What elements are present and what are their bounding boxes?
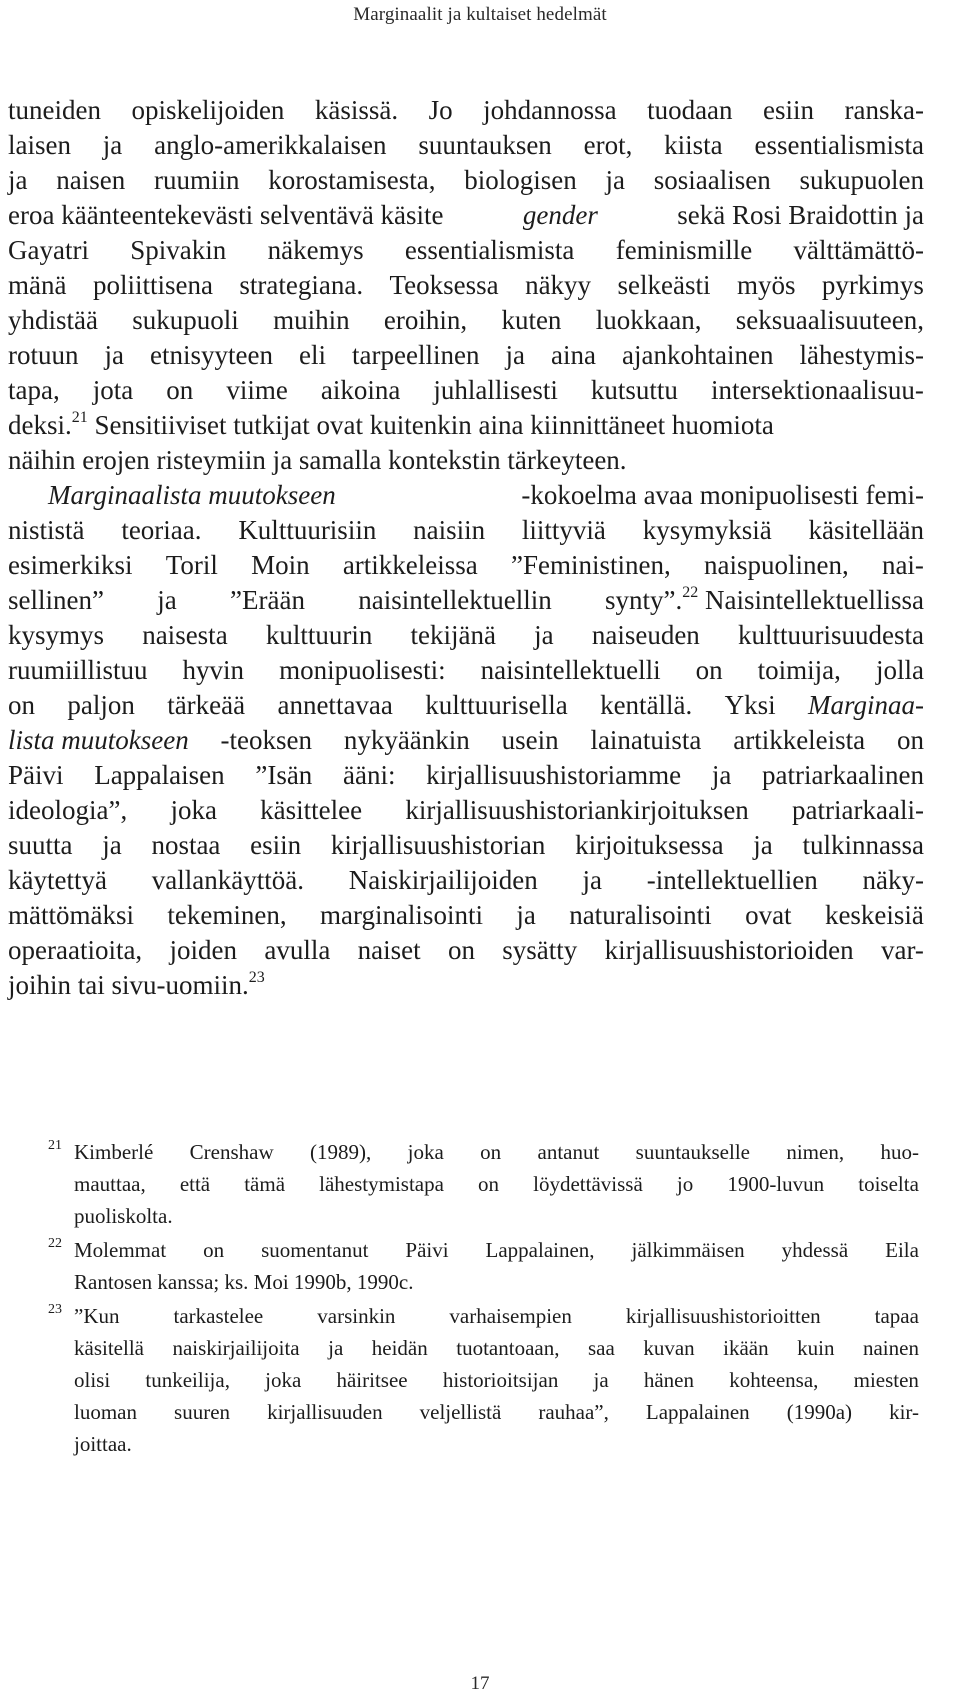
- word: Lappalaisen: [94, 760, 225, 790]
- text-line: [8, 758, 924, 793]
- text-line: [8, 513, 924, 548]
- footnote-ref: 21: [71, 409, 88, 426]
- word: teoriaa.: [121, 515, 202, 545]
- word: tapa,: [8, 375, 60, 405]
- word: kysymys: [8, 620, 105, 650]
- word: joka: [265, 1368, 302, 1392]
- word: ja: [505, 340, 525, 370]
- text-segment: -kokoelma avaa monipuolisesti femi-: [521, 480, 924, 510]
- word: ja: [711, 760, 732, 790]
- word: toiselta: [858, 1172, 919, 1196]
- word: muihin: [273, 305, 350, 335]
- word: naiseuden: [591, 620, 700, 650]
- word: essentialismista: [404, 235, 575, 265]
- word: nimen,: [786, 1140, 845, 1164]
- word: häiritsee: [336, 1368, 408, 1392]
- word: paljon: [67, 690, 135, 720]
- word: Spivakin: [130, 235, 227, 265]
- footnote-21: [48, 1136, 919, 1232]
- word: nai-: [881, 550, 924, 580]
- word: erot,: [583, 130, 633, 160]
- word: strategiana.: [239, 270, 364, 300]
- word: marginalisointi: [319, 900, 483, 930]
- word: naispuolinen,: [703, 550, 849, 580]
- word: yhdistää: [8, 305, 98, 335]
- text-line: [8, 163, 924, 198]
- word: ja: [328, 1336, 344, 1360]
- word: viime: [226, 375, 288, 405]
- text-line: [8, 268, 924, 303]
- word: naisintellektuelli: [480, 655, 661, 685]
- text-line: [8, 338, 924, 373]
- footnote-ref-wrap: synty”.$^{22}$ Naisintellektuellissa: [605, 584, 924, 615]
- footnote-line: [48, 1332, 919, 1364]
- word: Päivi: [405, 1238, 449, 1262]
- text-segment: deksi.: [8, 410, 72, 440]
- word: historioitsijan: [442, 1368, 559, 1392]
- text-line: [8, 688, 924, 723]
- word: kuten: [501, 305, 562, 335]
- word: varhaisempien: [449, 1304, 572, 1328]
- word: rauhaa”,: [538, 1400, 609, 1424]
- word: Eila: [885, 1238, 919, 1262]
- word: kirjallisuuden: [267, 1400, 383, 1424]
- word: naiset: [357, 935, 421, 965]
- word: veljellistä: [419, 1400, 502, 1424]
- word: Kimberlé: [74, 1140, 154, 1164]
- text-line: [8, 653, 924, 688]
- word: Molemmat: [74, 1238, 167, 1262]
- word: ja: [157, 585, 177, 615]
- word: sysätty: [502, 935, 578, 965]
- word: suuntaukselle: [635, 1140, 750, 1164]
- word: ruumiin: [153, 165, 240, 195]
- text-line: [8, 233, 924, 268]
- word: luokkaan,: [595, 305, 702, 335]
- text-segment: näihin erojen risteymiin ja samalla kontekstin tärkeyteen.: [8, 445, 627, 475]
- footnote-mark: 21: [48, 1138, 62, 1153]
- word: sukupuolen: [799, 165, 924, 195]
- text-line: [8, 93, 924, 128]
- word: Lappalainen,: [485, 1238, 595, 1262]
- page-number: 17: [470, 1673, 490, 1694]
- word: nostaa: [151, 830, 221, 860]
- word: pyrkimys: [821, 270, 924, 300]
- word: esimerkiksi: [8, 550, 133, 580]
- word: naisintellektuellin: [358, 585, 552, 615]
- word: eroihin,: [383, 305, 468, 335]
- word: johdannossa: [483, 95, 617, 125]
- word: intersektionaalisuu-: [710, 375, 924, 405]
- word: joka: [170, 795, 217, 825]
- text-line: [8, 373, 924, 408]
- word: artikkeleista: [733, 725, 866, 755]
- word: tekeminen,: [167, 900, 287, 930]
- word: myös: [736, 270, 796, 300]
- word: ja: [8, 165, 28, 195]
- text-line: [8, 303, 924, 338]
- word: huo-: [880, 1140, 919, 1164]
- word: tunkeilija,: [145, 1368, 230, 1392]
- text-line: [8, 128, 924, 163]
- word: hyvin: [182, 655, 245, 685]
- word: tarpeellinen: [352, 340, 480, 370]
- word: (1990a): [786, 1400, 853, 1424]
- word: ja: [605, 165, 625, 195]
- footnote-line: [48, 1234, 919, 1266]
- word: joiden: [169, 935, 238, 965]
- word: Lappalainen: [645, 1400, 750, 1424]
- word: ovat: [745, 900, 792, 930]
- word: käytettyä: [8, 865, 107, 895]
- word: selkeästi: [617, 270, 711, 300]
- word: tuodaan: [647, 95, 733, 125]
- word: antanut: [537, 1140, 600, 1164]
- text-line: [8, 828, 924, 863]
- word: Naiskirjailijoiden: [348, 865, 538, 895]
- word: (1989),: [310, 1140, 372, 1164]
- italic-title: lista muutokseen: [8, 725, 189, 755]
- word: kiista: [664, 130, 723, 160]
- word: varsinkin: [317, 1304, 396, 1328]
- word: on: [447, 935, 475, 965]
- word: mauttaa,: [74, 1172, 146, 1196]
- word: var-: [880, 935, 924, 965]
- word: suuntauksen: [418, 130, 552, 160]
- word: naisen: [56, 165, 126, 195]
- text-line: [8, 898, 924, 933]
- word: Kulttuurisiin: [238, 515, 377, 545]
- footnote-line: [48, 1136, 919, 1168]
- footnote-line: [48, 1396, 919, 1428]
- word: Moin: [251, 550, 310, 580]
- italic-term: gender: [522, 200, 598, 230]
- word: 1900-luvun: [727, 1172, 825, 1196]
- word: kulttuurin: [265, 620, 373, 650]
- footnote-line: [48, 1300, 919, 1332]
- word: jälkimmäisen: [631, 1238, 745, 1262]
- word: ja: [104, 340, 125, 370]
- word: vallankäyttöä.: [151, 865, 304, 895]
- footnote-ref: 23: [248, 969, 265, 986]
- word: näky-: [862, 865, 924, 895]
- word: tämä: [244, 1172, 286, 1196]
- footnote-line: Rantosen kanssa; ks. Moi 1990b, 1990c.: [74, 1270, 414, 1294]
- word: kutsuttu: [590, 375, 678, 405]
- text-line: [8, 548, 924, 583]
- word: etnisyyteen: [150, 340, 273, 370]
- word: monipuolisesti:: [279, 655, 446, 685]
- footnote-mark: 22: [48, 1236, 62, 1251]
- word: nististä: [8, 515, 85, 545]
- footnote-line: joittaa.: [74, 1432, 132, 1456]
- word: Gayatri: [8, 235, 89, 265]
- word: sukupuoli: [132, 305, 239, 335]
- text-line: [8, 793, 924, 828]
- text-line: [8, 618, 924, 653]
- word: yhdessä: [781, 1238, 849, 1262]
- word: tekijänä: [410, 620, 496, 650]
- word: kysymyksiä: [642, 515, 772, 545]
- word: välttämättö-: [793, 235, 924, 265]
- body-text: [8, 93, 924, 1003]
- word: juhlallisesti: [433, 375, 558, 405]
- word: esiin: [250, 830, 302, 860]
- word: ja: [593, 1368, 609, 1392]
- word: hänen: [643, 1368, 694, 1392]
- word: -intellektuellien: [646, 865, 818, 895]
- word: joka: [407, 1140, 444, 1164]
- word: miesten: [853, 1368, 919, 1392]
- word: jo: [676, 1172, 694, 1196]
- word: tulkinnassa: [802, 830, 924, 860]
- word: ja: [102, 130, 123, 160]
- word: on: [203, 1238, 225, 1262]
- word: seksuaalisuuteen,: [735, 305, 924, 335]
- text-line: [8, 723, 924, 758]
- word: käsitellä: [74, 1336, 144, 1360]
- word: kuvan: [643, 1336, 695, 1360]
- word: Toril: [165, 550, 218, 580]
- footnote-line: [48, 1364, 919, 1396]
- word: kirjallisuushistoriankirjoituksen: [405, 795, 749, 825]
- word: ikään: [723, 1336, 769, 1360]
- word: lainatuista: [590, 725, 702, 755]
- word: tuotantoaan,: [456, 1336, 560, 1360]
- word: on: [480, 1140, 502, 1164]
- text-segment: Sensitiiviset tutkijat ovat kuitenkin aina kiinnittäneet huomiota: [94, 410, 774, 440]
- word: liittyviä: [521, 515, 606, 545]
- word: käsittelee: [260, 795, 363, 825]
- word: ranska-: [844, 95, 924, 125]
- word: mänä: [8, 270, 67, 300]
- word: kirjallisuushistoriamme: [426, 760, 682, 790]
- word: ”Kun: [74, 1304, 120, 1328]
- word: sellinen”: [8, 585, 104, 615]
- text-line: [8, 933, 924, 968]
- word: näkyy: [525, 270, 592, 300]
- footnotes: [48, 1136, 919, 1460]
- word: avulla: [264, 935, 331, 965]
- word: suuren: [174, 1400, 231, 1424]
- word: luoman: [74, 1400, 137, 1424]
- word: ja: [516, 900, 536, 930]
- word: ”Isän: [255, 760, 313, 790]
- word: käsissä.: [314, 95, 399, 125]
- word: tuneiden: [8, 95, 101, 125]
- word: Päivi: [8, 760, 64, 790]
- word: olisi: [74, 1368, 111, 1392]
- word: operaatioita,: [8, 935, 143, 965]
- word: jolla: [875, 655, 924, 685]
- word: patriarkaalinen: [762, 760, 924, 790]
- word: esiin: [763, 95, 815, 125]
- word: on: [478, 1172, 500, 1196]
- italic-title: Marginaa-: [808, 690, 924, 720]
- word: suutta: [8, 830, 73, 860]
- footnote-ref: 22: [682, 584, 699, 601]
- footnote-mark: 23: [48, 1302, 62, 1317]
- word: eli: [299, 340, 327, 370]
- text-line: [8, 443, 924, 478]
- word: mättömäksi: [8, 900, 134, 930]
- word: kirjallisuushistorioitten: [625, 1304, 821, 1328]
- word: lähestymistapa: [319, 1172, 444, 1196]
- word: laisen: [8, 130, 71, 160]
- word: toimija,: [757, 655, 841, 685]
- word: että: [179, 1172, 211, 1196]
- word: -teoksen: [220, 725, 313, 755]
- word: ”Erään: [230, 585, 305, 615]
- word: kirjallisuushistorian: [330, 830, 546, 860]
- word: ideologia”,: [8, 795, 128, 825]
- word: suomentanut: [261, 1238, 369, 1262]
- word: kir-: [889, 1400, 919, 1424]
- word: nainen: [862, 1336, 919, 1360]
- word: kuin: [797, 1336, 835, 1360]
- word: anglo-amerikkalaisen: [154, 130, 387, 160]
- word: kohteensa,: [729, 1368, 819, 1392]
- word: tärkeää: [167, 690, 246, 720]
- word: jota: [92, 375, 134, 405]
- word: naturalisointi: [569, 900, 712, 930]
- word: ”Feministinen,: [511, 550, 671, 580]
- word: ja: [534, 620, 554, 650]
- text-segment: joihin tai sivu-uomiin.: [8, 970, 249, 1000]
- word: ajankohtainen: [622, 340, 774, 370]
- word: Crenshaw: [189, 1140, 274, 1164]
- word: usein: [501, 725, 559, 755]
- word: saa: [587, 1336, 615, 1360]
- word: on: [695, 655, 723, 685]
- word: näkemys: [267, 235, 364, 265]
- word: opiskelijoiden: [131, 95, 285, 125]
- word: Teoksessa: [389, 270, 499, 300]
- text-line: [8, 198, 924, 233]
- word: Jo: [428, 95, 453, 125]
- footnote-23: [48, 1300, 919, 1460]
- word: löydettävissä: [533, 1172, 643, 1196]
- word: aina: [551, 340, 596, 370]
- word: tapaa: [874, 1304, 919, 1328]
- word: naiskirjailijoita: [172, 1336, 300, 1360]
- word: kulttuurisella: [425, 690, 568, 720]
- word: kirjallisuushistorioiden: [604, 935, 854, 965]
- running-head: Marginaalit ja kultaiset hedelmät: [353, 4, 607, 25]
- word: on: [896, 725, 924, 755]
- word: poliittisena: [92, 270, 213, 300]
- word: Yksi: [724, 690, 776, 720]
- word: ääni:: [343, 760, 396, 790]
- word: sosiaalisen: [653, 165, 771, 195]
- word: rotuun: [8, 340, 79, 370]
- word: on: [166, 375, 194, 405]
- word: keskeisiä: [824, 900, 924, 930]
- word: naisesta: [142, 620, 228, 650]
- word: essentialismista: [754, 130, 924, 160]
- word: kirjoituksessa: [575, 830, 724, 860]
- word: feminismille: [615, 235, 753, 265]
- word: naisiin: [413, 515, 486, 545]
- word: ja: [582, 865, 602, 895]
- word: käsitellään: [808, 515, 924, 545]
- footnote-line: [48, 1168, 919, 1200]
- word: korostamisesta,: [268, 165, 436, 195]
- text-segment: sekä Rosi Braidottin ja: [677, 200, 924, 230]
- text-line: [8, 968, 924, 1003]
- text-line: [8, 863, 924, 898]
- word: biologisen: [464, 165, 577, 195]
- text-line: [8, 583, 924, 618]
- footnote-22: [48, 1234, 919, 1298]
- text-line: [8, 408, 924, 443]
- word: ruumiillistuu: [8, 655, 148, 685]
- word: ja: [102, 830, 122, 860]
- word: on: [8, 690, 35, 720]
- word: patriarkaali-: [792, 795, 924, 825]
- word: heidän: [371, 1336, 428, 1360]
- word: annettavaa: [277, 690, 393, 720]
- footnote-line: puoliskolta.: [74, 1204, 173, 1228]
- word: lähestymis-: [799, 340, 924, 370]
- italic-title: Marginaalista muutokseen: [48, 480, 336, 510]
- word: nykyäänkin: [343, 725, 470, 755]
- word: tarkastelee: [173, 1304, 264, 1328]
- word: artikkeleissa: [342, 550, 478, 580]
- word: aikoina: [320, 375, 401, 405]
- word: ja: [753, 830, 773, 860]
- text-segment: eroa kääntеentekevästi selventävä käsite: [8, 200, 444, 230]
- word: kentällä.: [600, 690, 693, 720]
- word: kulttuurisuudesta: [737, 620, 924, 650]
- text-line: [8, 478, 924, 513]
